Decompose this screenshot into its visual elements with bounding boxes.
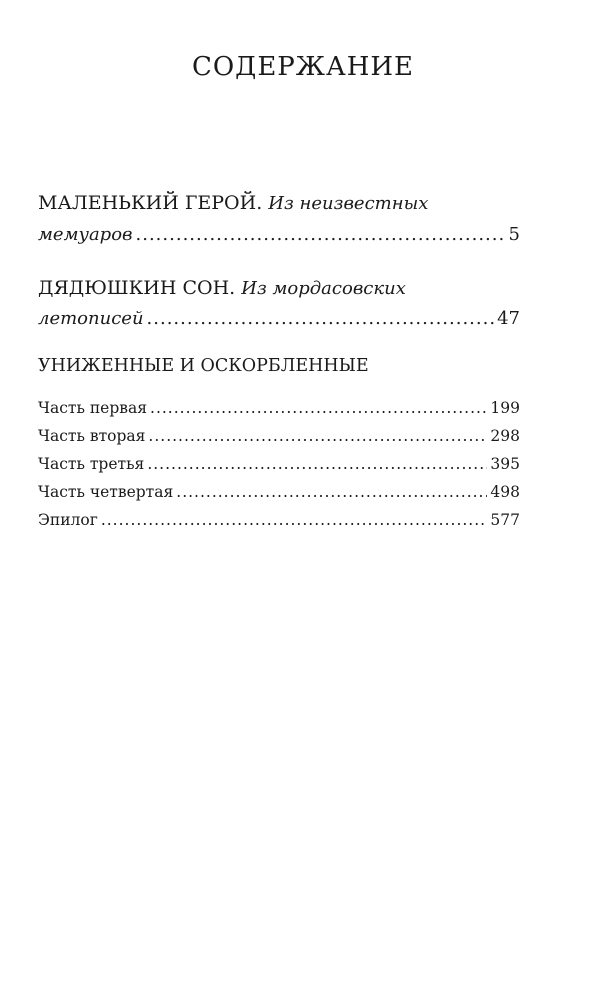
toc-part-line xyxy=(38,427,520,445)
toc-entry-title xyxy=(38,277,406,299)
toc-part-line xyxy=(38,399,520,417)
work-subtitle-continued: мемуаров xyxy=(38,224,133,245)
work-subtitle-continued: летописей xyxy=(38,308,144,329)
toc-entry-title xyxy=(38,192,428,214)
part-label: Эпилог xyxy=(38,511,98,529)
page-number: 577 xyxy=(490,511,520,529)
toc-part-line xyxy=(38,483,520,501)
page-number: 199 xyxy=(490,399,520,417)
toc-entry-line xyxy=(38,224,520,245)
dot-leader xyxy=(147,308,495,329)
page-title: СОДЕРЖАНИЕ xyxy=(191,52,415,82)
dot-leader xyxy=(136,224,506,245)
dot-leader xyxy=(147,455,487,473)
page-number: 395 xyxy=(490,455,520,473)
dot-leader xyxy=(101,511,488,529)
part-label: Часть третья xyxy=(38,455,145,473)
dot-leader xyxy=(150,399,487,417)
section-title: УНИЖЕННЫЕ И ОСКОРБЛЕННЫЕ xyxy=(38,356,369,376)
dot-leader xyxy=(176,483,487,501)
dot-leader xyxy=(148,427,487,445)
toc-entry-line xyxy=(38,308,520,329)
work-subtitle: Из неизвестных xyxy=(268,193,429,214)
page-number: 498 xyxy=(490,483,520,501)
toc-part-line xyxy=(38,511,520,529)
part-label: Часть вторая xyxy=(38,427,146,445)
page-number: 47 xyxy=(497,308,520,329)
work-title: МАЛЕНЬКИЙ ГЕРОЙ. xyxy=(38,192,263,214)
work-title: ДЯДЮШКИН СОН. xyxy=(38,277,236,299)
part-label: Часть четвертая xyxy=(38,483,174,501)
part-label: Часть первая xyxy=(38,399,148,417)
work-subtitle: Из мордасовских xyxy=(241,278,406,299)
page-number: 298 xyxy=(490,427,520,445)
page-number: 5 xyxy=(508,224,520,245)
toc-part-line xyxy=(38,455,520,473)
